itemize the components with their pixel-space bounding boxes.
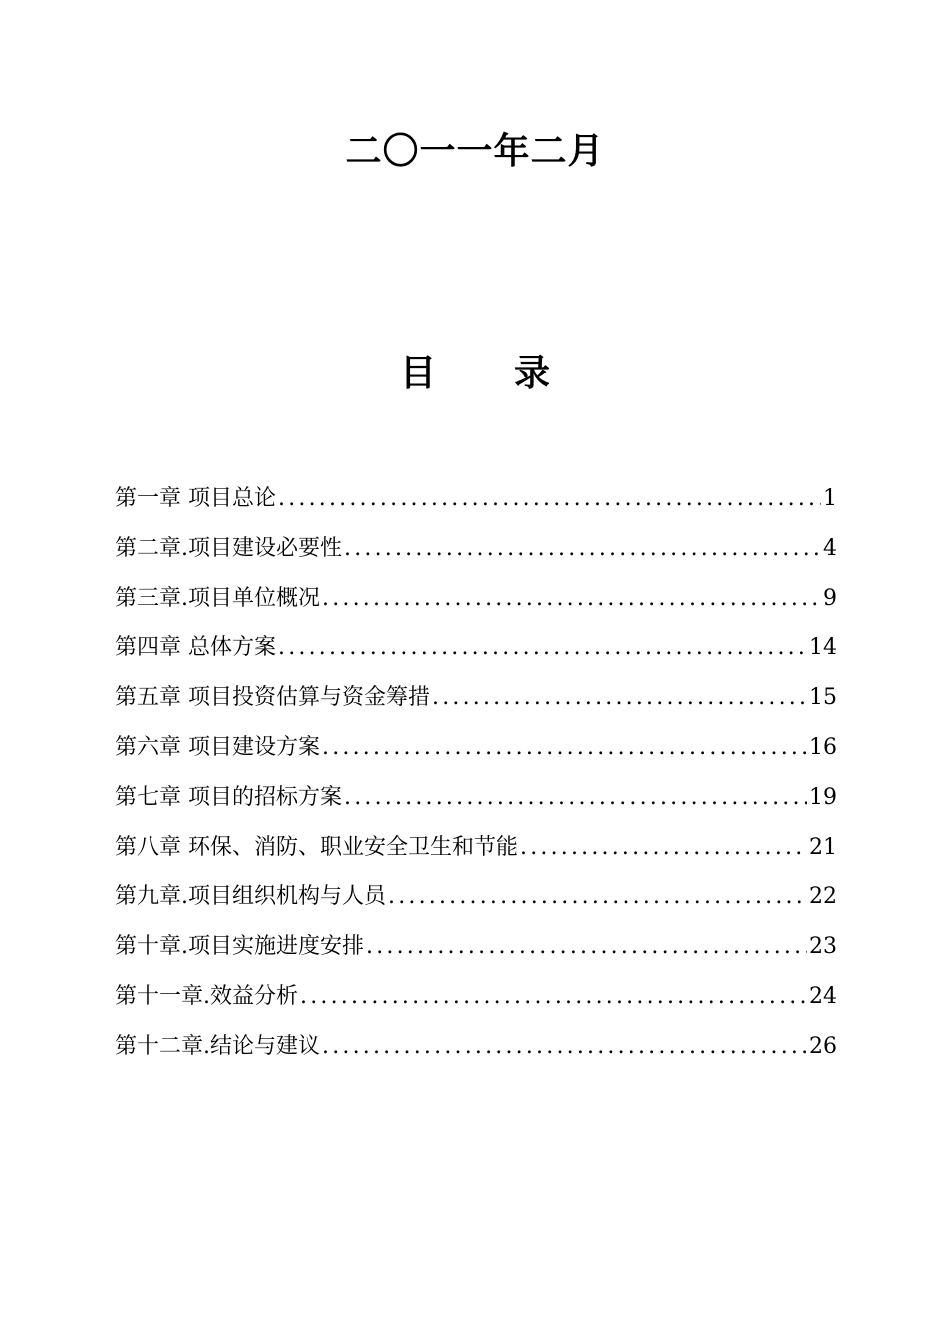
toc-entry-page: 19 [809, 784, 837, 810]
toc-entry-chapter-1[interactable] [115, 474, 837, 524]
toc-entry-chapter-4[interactable] [115, 623, 837, 673]
toc-entry-chapter-2[interactable] [115, 524, 837, 574]
toc-entry-page: 24 [809, 983, 837, 1009]
toc-list [115, 474, 837, 1072]
toc-entry-chapter-8[interactable] [115, 823, 837, 873]
toc-entry-page: 14 [809, 635, 837, 661]
toc-entry-page: 15 [809, 685, 837, 711]
toc-leader-dots [322, 574, 821, 624]
toc-entry-chapter-3[interactable] [115, 574, 837, 624]
toc-entry-page: 26 [809, 1033, 837, 1059]
toc-title [0, 350, 950, 398]
toc-entry-chapter-10[interactable] [115, 922, 837, 972]
toc-entry-page: 22 [809, 884, 837, 910]
toc-leader-dots [278, 623, 807, 673]
toc-entry-label: 第三章.项目单位概况 [115, 585, 320, 611]
toc-leader-dots [366, 922, 807, 972]
toc-leader-dots [300, 972, 807, 1022]
toc-entry-label: 第六章 项目建设方案 [115, 734, 320, 760]
toc-entry-label: 第十二章.结论与建议 [115, 1033, 320, 1059]
toc-leader-dots [344, 524, 821, 574]
toc-leader-dots [278, 474, 821, 524]
toc-entry-page: 1 [823, 486, 837, 511]
toc-entry-chapter-5[interactable] [115, 673, 837, 723]
toc-title-right: 录 [514, 353, 551, 394]
toc-entry-chapter-12[interactable] [115, 1022, 837, 1072]
toc-entry-label: 第八章 环保、消防、职业安全卫生和节能 [115, 834, 518, 860]
toc-entry-chapter-11[interactable] [115, 972, 837, 1022]
toc-entry-chapter-9[interactable] [115, 872, 837, 922]
toc-entry-label: 第九章.项目组织机构与人员 [115, 884, 386, 910]
toc-leader-dots [344, 773, 807, 823]
toc-entry-page: 21 [809, 834, 837, 860]
toc-entry-label: 第七章 项目的招标方案 [115, 784, 342, 810]
toc-entry-label: 第二章.项目建设必要性 [115, 535, 342, 561]
toc-entry-label: 第一章 项目总论 [115, 486, 276, 511]
toc-title-left: 目 [399, 353, 436, 394]
toc-leader-dots [520, 823, 807, 873]
toc-entry-page: 16 [809, 734, 837, 760]
toc-leader-dots [432, 673, 807, 723]
toc-entry-label: 第五章 项目投资估算与资金筹措 [115, 685, 430, 711]
toc-entry-label: 第四章 总体方案 [115, 635, 276, 661]
toc-entry-chapter-7[interactable] [115, 773, 837, 823]
toc-leader-dots [322, 1022, 807, 1072]
toc-entry-page: 23 [809, 934, 837, 960]
toc-entry-chapter-6[interactable] [115, 723, 837, 773]
toc-entry-page: 9 [823, 585, 837, 611]
date-heading: 二〇一一年二月 [345, 131, 605, 172]
toc-leader-dots [322, 723, 807, 773]
toc-entry-label: 第十一章.效益分析 [115, 983, 298, 1009]
toc-leader-dots [388, 872, 807, 922]
toc-entry-page: 4 [823, 535, 837, 561]
toc-entry-label: 第十章.项目实施进度安排 [115, 934, 364, 960]
